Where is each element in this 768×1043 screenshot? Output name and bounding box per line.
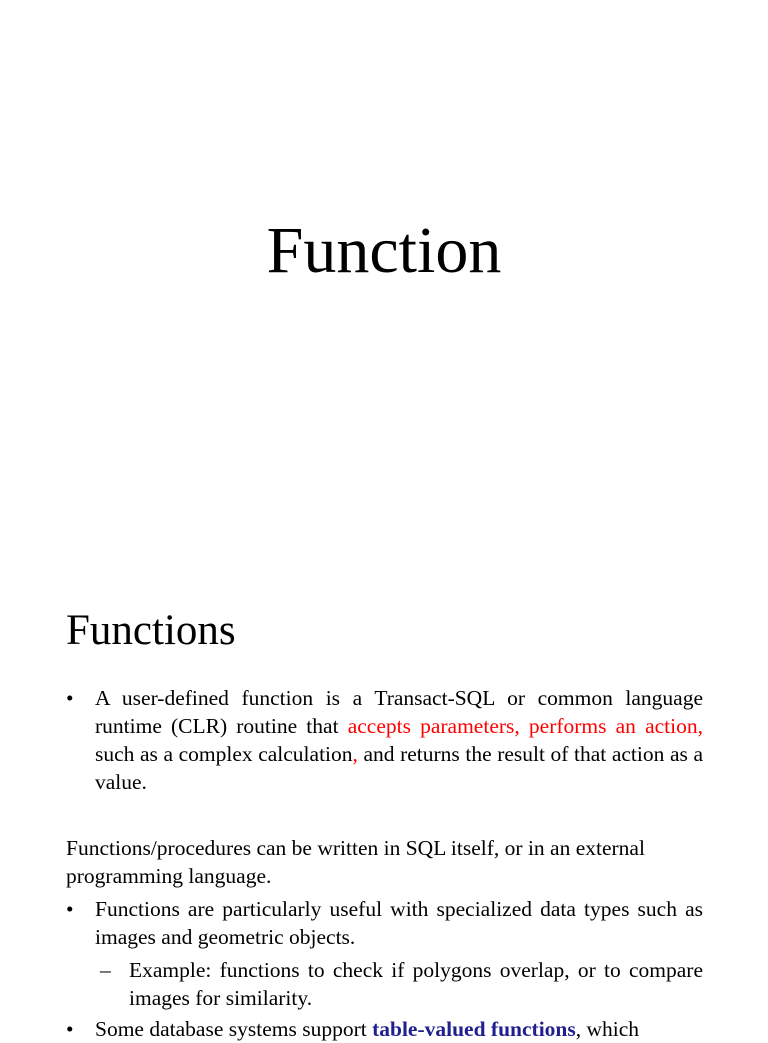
text-span: such as a complex calculation — [95, 742, 353, 766]
bullet-item-table-valued — [66, 1015, 703, 1043]
highlight-text: table-valued functions — [372, 1017, 576, 1041]
bullet-item-specialized-types — [66, 895, 703, 951]
sub-bullet-text: Example: functions to check if polygons overlap, or to compare images for similarity. — [129, 958, 703, 1010]
slide-heading: Functions — [66, 607, 236, 654]
slide-title: Function — [266, 214, 502, 287]
bullet-item-udf-definition — [66, 684, 703, 796]
highlight-text: accepts parameters, performs an action, — [347, 714, 703, 738]
text-span: Some database systems support — [95, 1017, 373, 1041]
sub-bullet-item-example — [100, 956, 703, 1012]
bullet-text: Functions are particularly useful with specialized data types such as images and geometric objects. — [95, 897, 703, 949]
bullet-marker: • — [66, 897, 74, 921]
bullet-marker: • — [66, 1017, 74, 1041]
sub-bullet-marker: – — [100, 958, 111, 982]
bullet-text — [95, 1015, 703, 1043]
text-span: A user-defined function is a Transact-SQL or common language runtime (CLR) routine that — [95, 686, 703, 738]
text-span: , which — [575, 1017, 640, 1041]
bullet-marker: • — [66, 686, 74, 710]
bullet-text — [95, 684, 703, 796]
highlight-text: , — [352, 742, 358, 766]
paragraph-procedures: Functions/procedures can be written in SQL itself, or in an external programming language. — [66, 836, 645, 888]
text-span: and returns the result of that action as a value. — [95, 742, 703, 794]
